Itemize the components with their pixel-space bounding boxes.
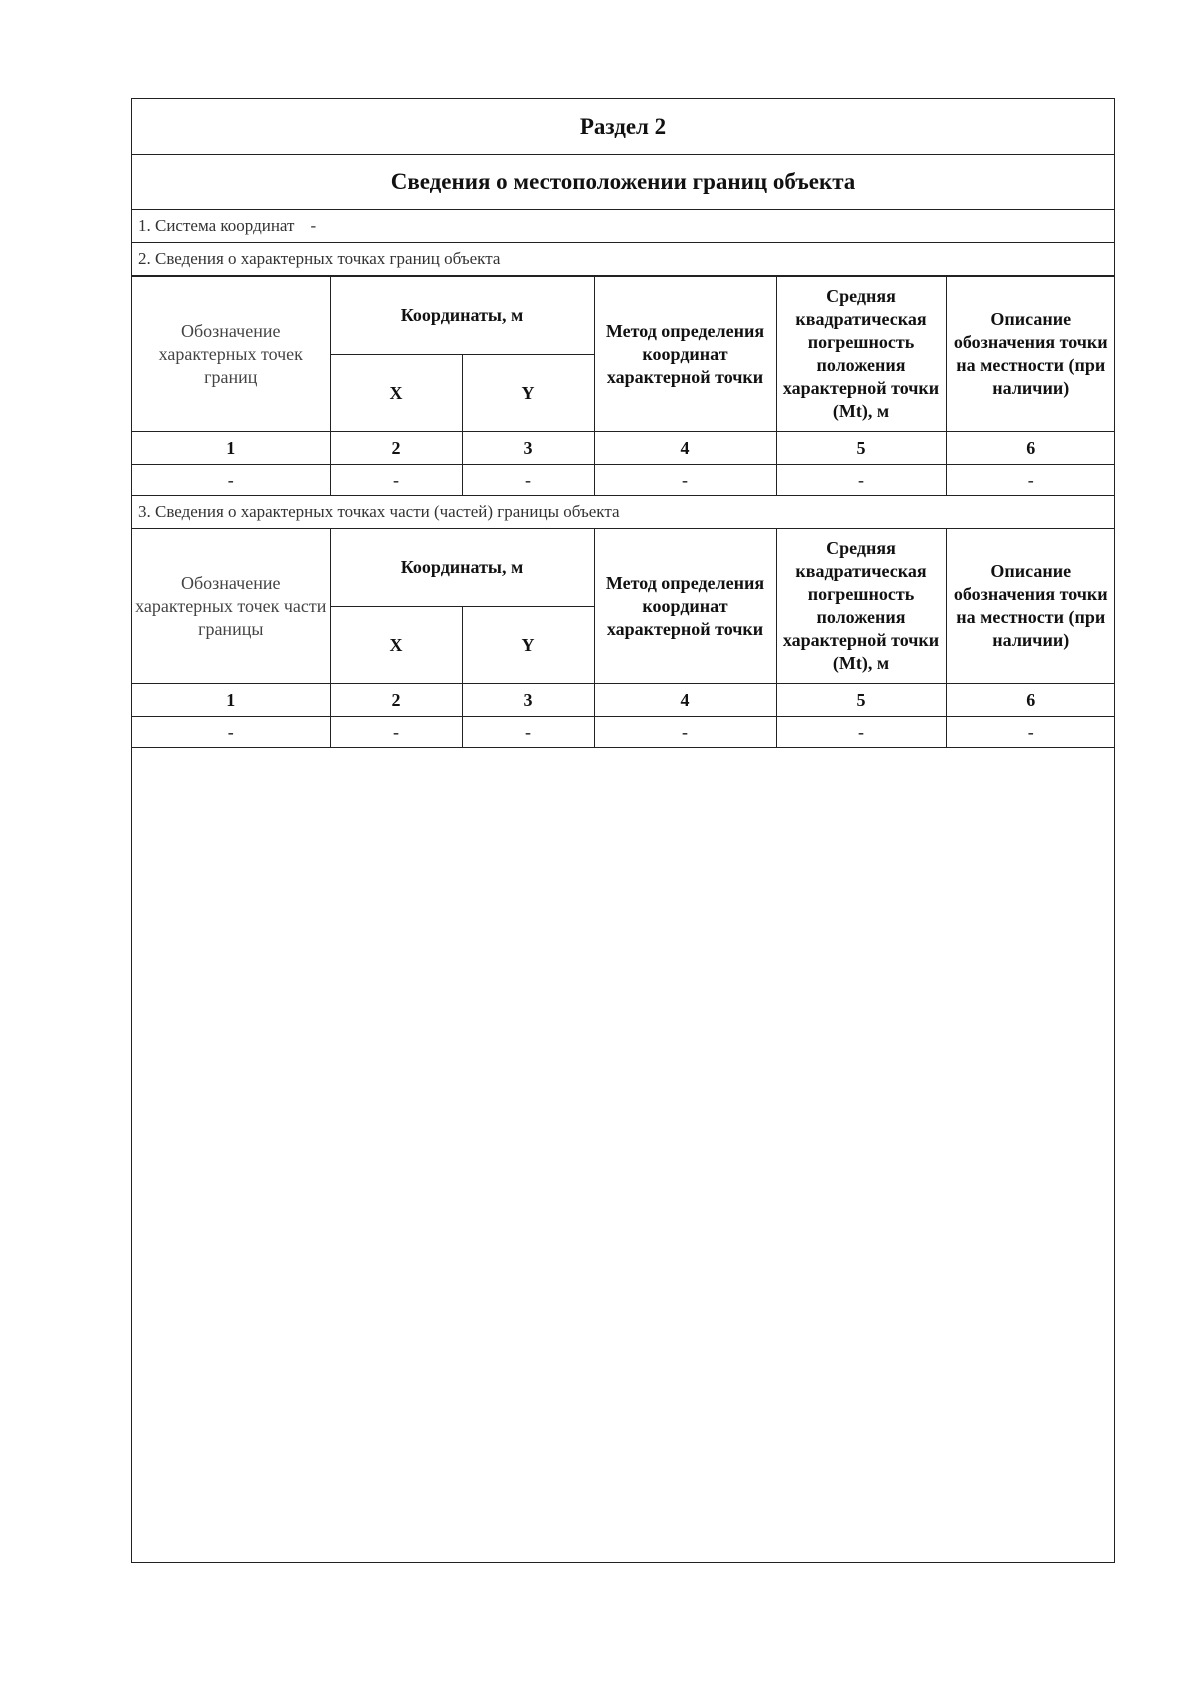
table-cell: - <box>330 717 462 748</box>
boundary-points-table <box>132 276 1115 496</box>
table-cell: - <box>946 465 1115 496</box>
table2-caption <box>132 495 1114 528</box>
column-number: 6 <box>946 432 1115 465</box>
column-number-row <box>132 684 1115 717</box>
table1-caption-text: 2. Сведения о характерных точках границ объекта <box>138 249 501 268</box>
column-number: 1 <box>132 432 330 465</box>
table-cell: - <box>594 465 776 496</box>
table-cell: - <box>594 717 776 748</box>
column-number: 6 <box>946 684 1115 717</box>
table-cell: - <box>776 465 946 496</box>
column-number-row <box>132 432 1115 465</box>
column-number: 4 <box>594 684 776 717</box>
coordinate-system-value: - <box>310 216 317 235</box>
coordinate-system-label: 1. Система координат <box>138 216 295 235</box>
table-cell: - <box>132 465 330 496</box>
header-method: Метод определения координат характерной точки <box>594 529 776 684</box>
table-cell: - <box>330 465 462 496</box>
table-cell: - <box>946 717 1115 748</box>
table-cell: - <box>776 717 946 748</box>
column-number: 1 <box>132 684 330 717</box>
table2-caption-text: 3. Сведения о характерных точках части (частей) границы объекта <box>138 501 620 521</box>
column-number: 4 <box>594 432 776 465</box>
header-y: Y <box>462 355 594 432</box>
header-x: X <box>330 607 462 684</box>
table-cell: - <box>132 717 330 748</box>
section-title <box>132 99 1114 155</box>
section-title-text: Раздел 2 <box>579 113 667 139</box>
column-number: 5 <box>776 432 946 465</box>
column-number: 2 <box>330 432 462 465</box>
table-cell: - <box>462 465 594 496</box>
document-frame <box>131 98 1115 1563</box>
table1-caption <box>132 243 1114 276</box>
header-description: Описание обозначения точки на местности (при наличии) <box>946 529 1115 684</box>
header-error: Средняя квадратическая погрешность положения характерной точки (Mt), м <box>776 277 946 432</box>
column-number: 3 <box>462 684 594 717</box>
table-header-row <box>132 529 1115 607</box>
boundary-part-points-table <box>132 528 1115 748</box>
section-subtitle-text: Сведения о местоположении границ объекта <box>390 169 856 194</box>
coordinate-system-line <box>132 210 1114 243</box>
header-error: Средняя квадратическая погрешность положения характерной точки (Mt), м <box>776 529 946 684</box>
column-number: 5 <box>776 684 946 717</box>
table-header-row <box>132 277 1115 355</box>
header-method: Метод определения координат характерной точки <box>594 277 776 432</box>
header-y: Y <box>462 607 594 684</box>
header-designation: Обозначение характерных точек границ <box>132 277 330 432</box>
header-coordinates: Координаты, м <box>330 277 594 355</box>
table-row <box>132 465 1115 496</box>
column-number: 2 <box>330 684 462 717</box>
table-cell: - <box>462 717 594 748</box>
column-number: 3 <box>462 432 594 465</box>
header-coordinates: Координаты, м <box>330 529 594 607</box>
header-x: X <box>330 355 462 432</box>
table-row <box>132 717 1115 748</box>
header-designation: Обозначение характерных точек части границы <box>132 529 330 684</box>
header-description: Описание обозначения точки на местности (при наличии) <box>946 277 1115 432</box>
section-subtitle <box>132 155 1114 210</box>
